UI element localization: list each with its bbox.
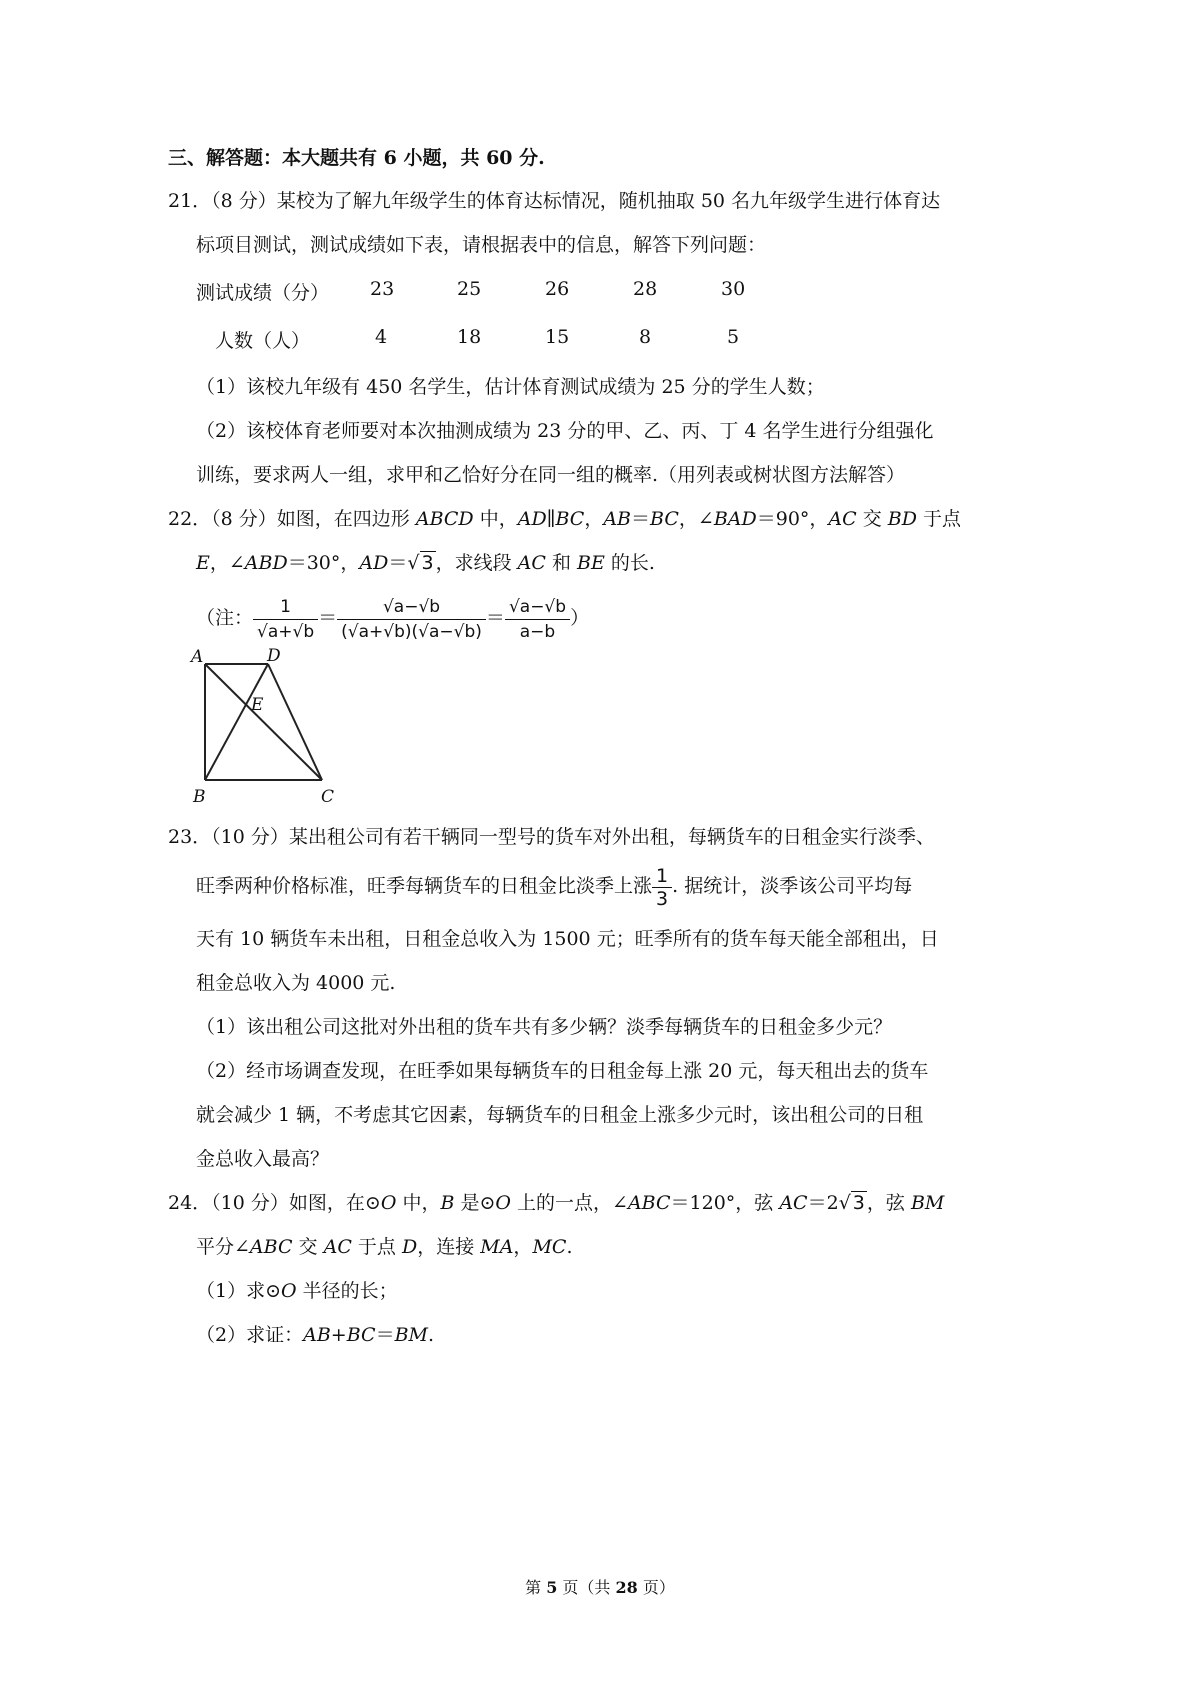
text: ，连接 <box>417 1236 481 1258</box>
table-row1-label: 测试成绩（分） <box>196 282 330 304</box>
math-var: AB+BC <box>303 1324 376 1346</box>
text: ＝90°， <box>756 508 829 530</box>
math-var: ABC <box>249 1236 293 1258</box>
text: ＝2 <box>807 1192 839 1214</box>
q24-part1 <box>196 1278 398 1304</box>
label-c: C <box>321 787 335 807</box>
table-row2-value: 5 <box>727 326 740 348</box>
segment-dc <box>268 664 322 780</box>
table-row1-value: 30 <box>721 278 746 300</box>
fraction <box>652 865 672 910</box>
q23-part2-line3: 金总收入最高？ <box>196 1148 330 1170</box>
text: ＝ <box>631 508 651 530</box>
math-var: BM <box>394 1324 428 1346</box>
label-b: B <box>193 787 206 807</box>
radicand: 3 <box>852 1192 865 1214</box>
text: ） <box>570 607 590 629</box>
math-var: AC <box>779 1192 808 1214</box>
q23-part1: （1）该出租公司这批对外出租的货车共有多少辆？淡季每辆货车的日租金多少元？ <box>196 1016 893 1038</box>
text: ＝ <box>388 552 408 574</box>
text: 页） <box>637 1578 675 1597</box>
label-a: A <box>191 647 204 667</box>
table-row2-value: 8 <box>639 326 652 348</box>
math-var: BAD <box>713 508 757 530</box>
text: ＝30°， <box>287 552 360 574</box>
q23-part2-line1: （2）经市场调查发现，在旺季如果每辆货车的日租金每上涨 20 元，每天租出去的货车 <box>196 1060 929 1082</box>
text: 24．（10 分）如图，在⊙ <box>168 1192 381 1214</box>
page-footer <box>0 1575 1200 1598</box>
text: 中， <box>473 508 518 530</box>
q23-line3: 天有 10 辆货车未出租，日租金总收入为 1500 元；旺季所有的货车每天能全部租出，日 <box>196 928 939 950</box>
text: 交 <box>292 1236 324 1258</box>
diagonal-bd <box>205 664 268 780</box>
math-var: AC <box>517 552 546 574</box>
text: . 据统计，淡季该公司平均每 <box>672 875 913 897</box>
text: 和 <box>545 552 577 574</box>
q22-line1 <box>168 506 961 532</box>
frac-denominator: a−b <box>519 621 556 642</box>
q24-line1 <box>168 1190 944 1216</box>
frac-numerator: √a−√b <box>337 595 486 620</box>
text: ，弦 <box>866 1192 911 1214</box>
fraction <box>505 595 570 644</box>
math-var: ABC <box>627 1192 671 1214</box>
table-row1-value: 26 <box>545 278 570 300</box>
q21-line2: 标项目测试，测试成绩如下表，请根据表中的信息，解答下列问题： <box>196 234 767 256</box>
math-var: O <box>495 1192 511 1214</box>
text: 旺季两种价格标准，旺季每辆货车的日租金比淡季上涨 <box>196 875 653 897</box>
sqrt-expression: √ 3 <box>838 1192 865 1214</box>
label-d: D <box>267 646 281 666</box>
math-var: BE <box>577 552 605 574</box>
q23-part2-line2: 就会减少 1 辆，不考虑其它因素，每辆货车的日租金上涨多少元时，该出租公司的日租 <box>196 1104 924 1126</box>
text: ，∠ <box>209 552 245 574</box>
text: 第 <box>525 1578 547 1597</box>
q23-line2 <box>196 862 912 910</box>
math-var: O <box>281 1280 297 1302</box>
table-row1-value: 28 <box>633 278 658 300</box>
table-row2-value: 4 <box>375 326 388 348</box>
text: ＝ <box>318 607 338 629</box>
fraction <box>253 595 318 644</box>
frac-denominator: √a+√b <box>257 621 315 642</box>
text: （1）求⊙ <box>196 1280 282 1302</box>
text: . <box>428 1324 435 1346</box>
math-var: BC <box>650 508 679 530</box>
q21-part2-line2: 训练，要求两人一组，求甲和乙恰好分在同一组的概率.（用列表或树状图方法解答） <box>196 464 906 486</box>
text: . <box>566 1236 573 1258</box>
text: 于点 <box>916 508 962 530</box>
math-var: ABD <box>244 552 288 574</box>
text: ＝120°，弦 <box>670 1192 780 1214</box>
math-var: ABCD <box>415 508 474 530</box>
math-var: MA <box>480 1236 514 1258</box>
text: ＝ <box>375 1324 395 1346</box>
text: 上的一点，∠ <box>510 1192 628 1214</box>
text: 半径的长； <box>296 1280 398 1302</box>
q24-part2 <box>196 1322 434 1348</box>
q21-line1: 21．（8 分）某校为了解九年级学生的体育达标情况，随机抽取 50 名九年级学生进行体育达 <box>168 190 941 212</box>
q21-part2-line1: （2）该校体育老师要对本次抽测成绩为 23 分的甲、乙、丙、丁 4 名学生进行分组强化 <box>196 420 934 442</box>
table-row1-value: 23 <box>370 278 395 300</box>
text: 页（共 <box>557 1578 616 1597</box>
q24-line2 <box>196 1234 572 1260</box>
text: ， <box>513 1236 533 1258</box>
text: ＝ <box>485 607 505 629</box>
sqrt-expression: √ 3 <box>407 552 434 574</box>
math-var: E <box>196 552 210 574</box>
frac-numerator: √a−√b <box>505 595 570 620</box>
text: ，求线段 <box>435 552 518 574</box>
label-e: E <box>251 695 264 715</box>
frac-numerator: 1 <box>652 865 672 888</box>
math-var: AC <box>323 1236 352 1258</box>
table-row2-value: 18 <box>457 326 482 348</box>
quadrilateral-figure <box>185 642 345 810</box>
math-var: BD <box>887 508 917 530</box>
q23-line4: 租金总收入为 4000 元. <box>196 972 396 994</box>
math-var: B <box>440 1192 455 1214</box>
radicand: 3 <box>421 552 434 574</box>
text: 22．（8 分）如图，在四边形 <box>168 508 416 530</box>
text: （2）求证： <box>196 1324 304 1346</box>
text: ，∠ <box>678 508 714 530</box>
math-var: O <box>380 1192 397 1214</box>
math-var: D <box>401 1236 418 1258</box>
text: ， <box>584 508 604 530</box>
text: 是⊙ <box>454 1192 496 1214</box>
text: 的长. <box>604 552 655 574</box>
math-var: AC <box>828 508 857 530</box>
frac-numerator: 1 <box>253 595 318 620</box>
page-number: 5 <box>546 1578 558 1597</box>
math-var: BM <box>910 1192 945 1214</box>
section-title: 三、解答题：本大题共有 6 小题，共 60 分. <box>168 147 545 169</box>
total-pages: 28 <box>615 1578 638 1597</box>
text: 平分∠ <box>196 1236 250 1258</box>
fraction <box>337 595 486 644</box>
diagonal-ac <box>205 664 322 780</box>
frac-denominator: (√a+√b)(√a−√b) <box>341 621 482 642</box>
frac-denominator: 3 <box>656 887 669 910</box>
text: 于点 <box>351 1236 402 1258</box>
table-row1-value: 25 <box>457 278 482 300</box>
math-var: AD <box>359 552 389 574</box>
text: 中， <box>396 1192 441 1214</box>
q21-part1: （1）该校九年级有 450 名学生，估计体育测试成绩为 25 分的学生人数； <box>196 376 825 398</box>
q22-note <box>196 592 589 644</box>
math-var: MC <box>532 1236 567 1258</box>
math-var: AD∥BC <box>517 508 585 530</box>
math-var: AB <box>603 508 632 530</box>
table-row2-label: 人数（人） <box>215 330 311 352</box>
text: 交 <box>856 508 888 530</box>
text: （注： <box>196 607 254 629</box>
q23-line1: 23．（10 分）某出租公司有若干辆同一型号的货车对外出租，每辆货车的日租金实行淡季、 <box>168 826 935 848</box>
table-row2-value: 15 <box>545 326 570 348</box>
q22-line2 <box>196 550 655 576</box>
